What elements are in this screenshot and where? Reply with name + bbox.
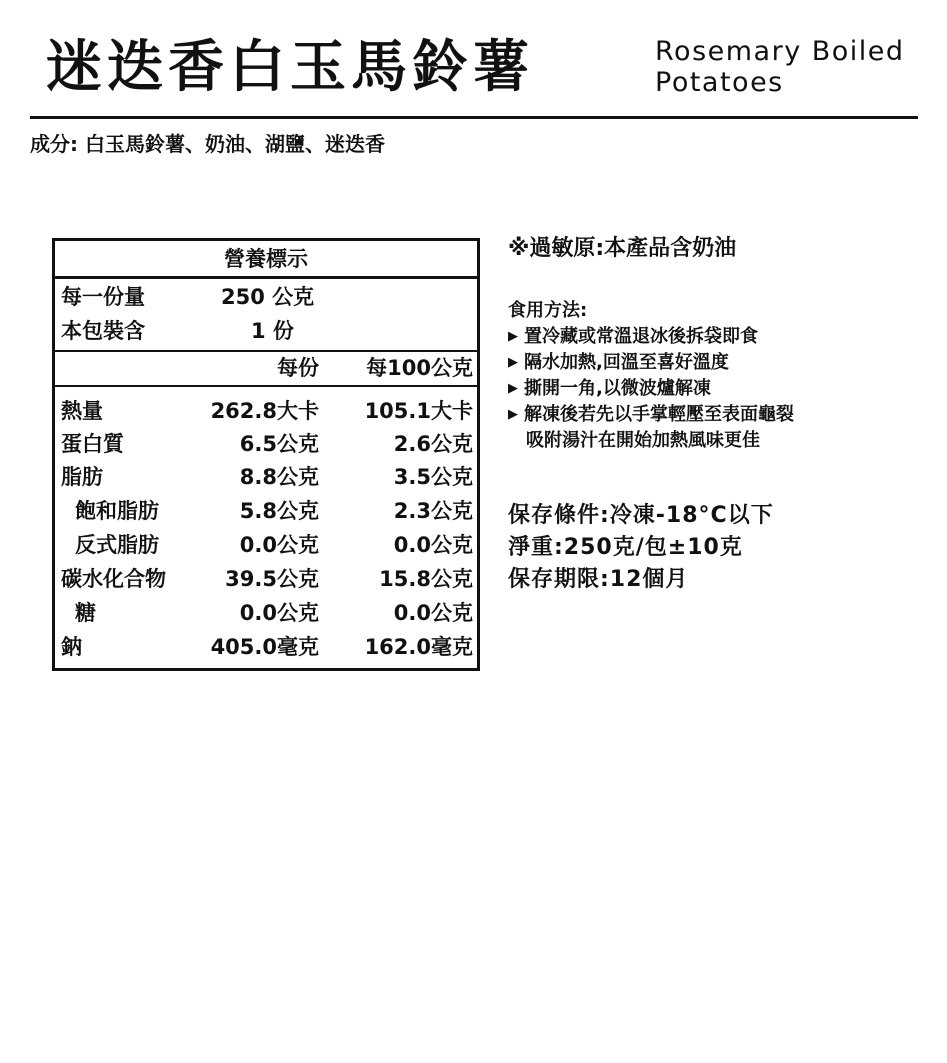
storage-info [508,500,774,596]
value-per-100g: 0.0公克 [393,601,473,625]
value-per-100g: 2.3公克 [393,499,473,523]
nutrition-title: 營養標示 [224,247,308,271]
value-per-serving: 8.8公克 [239,465,319,489]
usage-step [508,402,794,428]
nutrient-name: 糖 [75,601,96,625]
title-en-line-2: Potatoes [655,67,784,98]
col-per-serving: 每份 [277,356,319,380]
play-arrow-icon: ▶ [508,355,518,370]
usage-step [508,350,794,376]
product-title-chinese: 迷迭香白玉馬鈴薯 [46,35,534,100]
usage-title: 食用方法: [508,300,588,321]
value-per-100g: 2.6公克 [393,432,473,456]
nutrient-row-energy [55,395,477,428]
serving-size-row [55,281,477,314]
value-per-serving: 39.5公克 [225,567,319,591]
play-arrow-icon: ▶ [508,329,518,344]
value-per-serving: 262.8大卡 [210,399,319,423]
servings-value: 1 份 [251,319,294,343]
nutrient-name: 飽和脂肪 [75,499,159,523]
usage-step-text: 置冷藏或常溫退冰後拆袋即食 [524,326,758,347]
usage-step-text: 隔水加熱,回溫至喜好溫度 [524,352,729,373]
usage-instructions [508,298,794,454]
value-per-serving: 6.5公克 [239,432,319,456]
allergen-notice: ※過敏原:本產品含奶油 [508,236,737,261]
divider [55,385,477,387]
nutrient-row-protein [55,428,477,461]
header-divider [30,116,918,119]
usage-step-text: 解凍後若先以手掌輕壓至表面龜裂 [524,404,794,425]
value-per-serving: 0.0公克 [239,601,319,625]
nutrient-name: 碳水化合物 [61,567,166,591]
usage-step-text: 撕開一角,以微波爐解凍 [524,378,711,399]
value-per-100g: 162.0毫克 [364,635,473,659]
nutrition-title-row [55,243,477,276]
servings-label: 本包裝含 [61,319,145,343]
net-weight: 淨重:250克/包±10克 [508,535,743,560]
serving-size-value: 250 公克 [221,285,315,309]
nutrient-row-trans-fat [55,529,477,562]
nutrient-name: 反式脂肪 [75,533,159,557]
title-en-line-1: Rosemary Boiled [655,36,905,67]
nutrient-name: 蛋白質 [61,432,124,456]
play-arrow-icon: ▶ [508,407,518,422]
value-per-serving: 0.0公克 [239,533,319,557]
nutrient-name: 鈉 [61,635,82,659]
ingredients-line: 成分: 白玉馬鈴薯、奶油、湖鹽、迷迭香 [30,132,385,156]
value-per-serving: 405.0毫克 [210,635,319,659]
play-arrow-icon: ▶ [508,381,518,396]
value-per-100g: 3.5公克 [393,465,473,489]
nutrient-name: 熱量 [61,399,103,423]
shelf-life: 保存期限:12個月 [508,567,689,592]
column-header-row [55,352,477,385]
nutrient-row-carbohydrate [55,563,477,596]
nutrient-row-sodium [55,631,477,664]
usage-step [508,324,794,350]
value-per-100g: 15.8公克 [379,567,473,591]
divider [55,276,477,279]
value-per-100g: 0.0公克 [393,533,473,557]
nutrient-name: 脂肪 [61,465,103,489]
servings-per-pack-row [55,315,477,348]
nutrient-row-sugar [55,597,477,630]
nutrition-facts-table [52,238,480,671]
value-per-100g: 105.1大卡 [364,399,473,423]
usage-step-continuation: 吸附湯汁在開始加熱風味更佳 [526,430,760,451]
nutrient-row-saturated-fat [55,495,477,528]
product-title-english [655,36,905,98]
value-per-serving: 5.8公克 [239,499,319,523]
serving-size-label: 每一份量 [61,285,145,309]
usage-step [508,376,794,402]
storage-condition: 保存條件:冷凍-18°C以下 [508,503,774,528]
col-per-100g: 每100公克 [366,356,473,380]
nutrient-row-fat [55,461,477,494]
